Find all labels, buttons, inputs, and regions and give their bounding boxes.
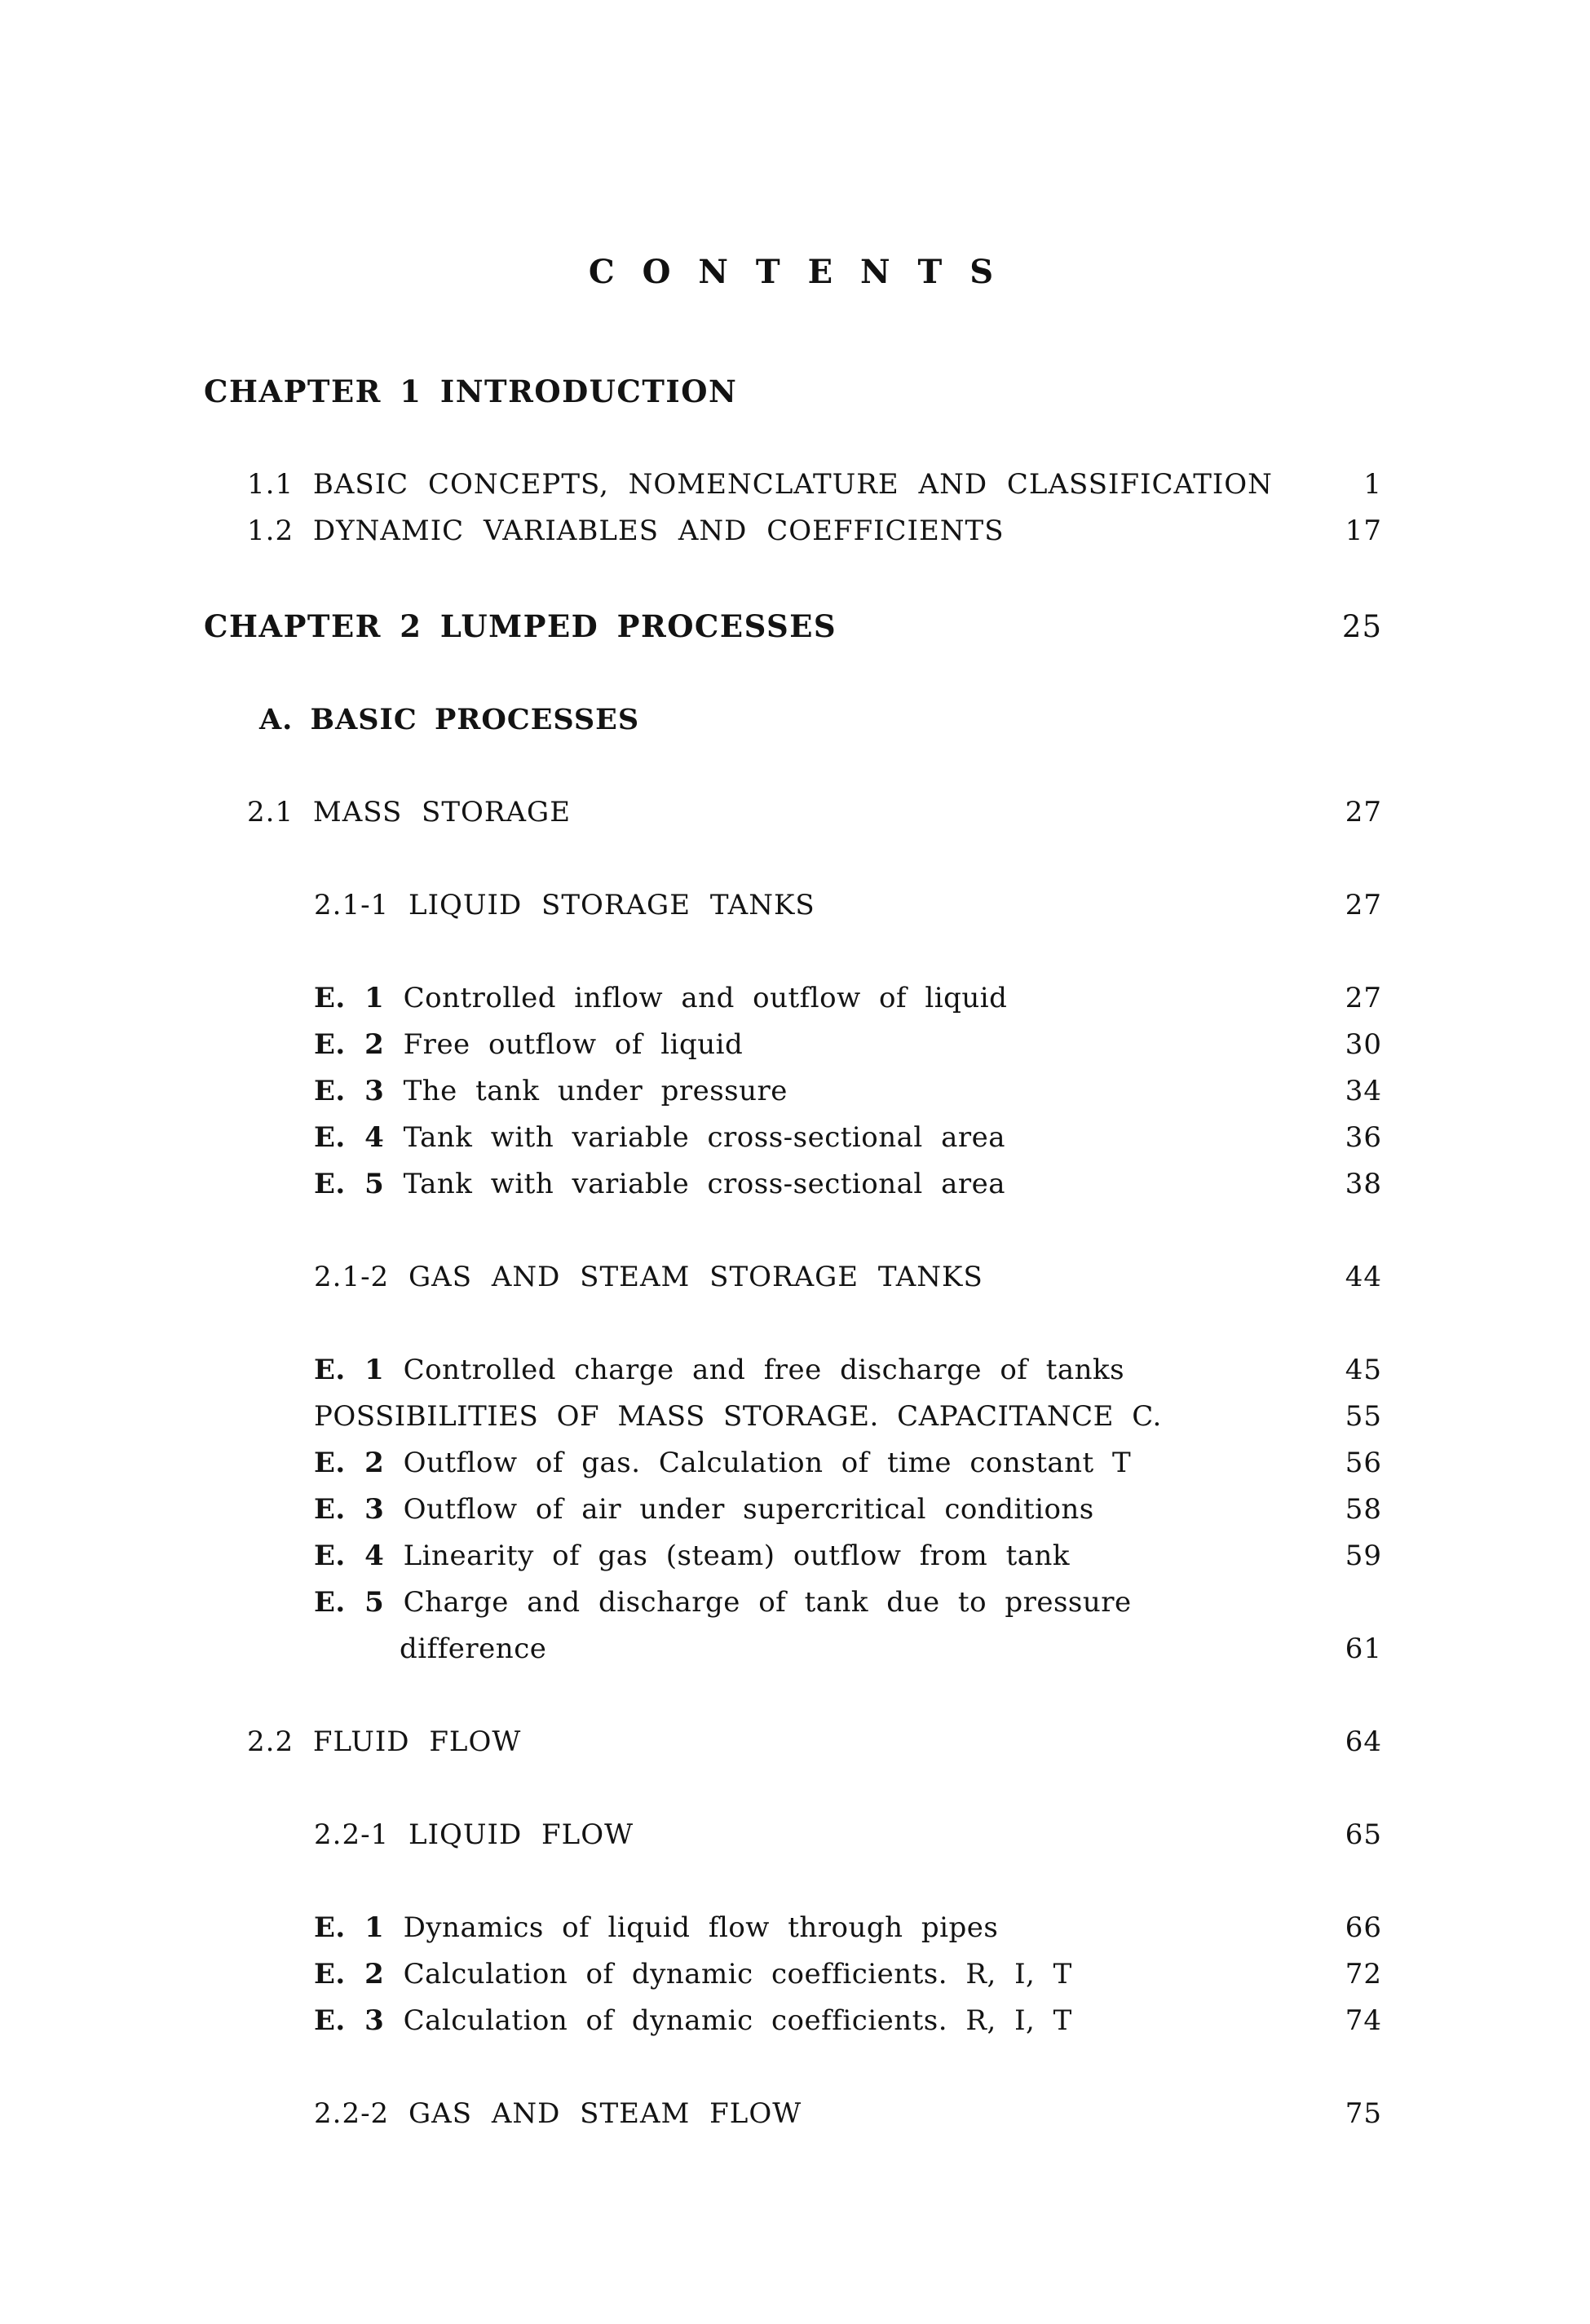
page-number: 58: [1345, 1493, 1382, 1526]
page-number: 1: [1363, 468, 1382, 501]
entry-text: 2.1-2 GAS AND STEAM STORAGE TANKS: [314, 1261, 983, 1293]
toc-row: [0, 1254, 1590, 1301]
page-number: 36: [1345, 1121, 1382, 1154]
page-number: 17: [1345, 515, 1382, 547]
toc-entry-label: [259, 696, 1305, 743]
entry-text: The tank under pressure: [403, 1075, 788, 1107]
toc-row: [0, 882, 1590, 929]
entry-text: A. BASIC PROCESSES: [259, 703, 640, 736]
page-number: 25: [1341, 609, 1382, 644]
toc-row: [0, 1905, 1590, 1951]
entry-text: difference: [400, 1633, 547, 1665]
entry-text: Tank with variable cross-sectional area: [403, 1168, 1006, 1200]
toc-entry-label: [204, 603, 1305, 650]
toc-entry-label: [314, 1440, 1305, 1487]
toc-entry-label: [400, 1626, 1305, 1672]
entry-text: Calculation of dynamic coefficients. R, I, T: [403, 1958, 1072, 1990]
toc-entry-label: [247, 1719, 1305, 1765]
entry-prefix: E. 5: [314, 1586, 404, 1619]
entry-prefix: E. 3: [314, 1493, 404, 1526]
toc-row: [0, 1719, 1590, 1765]
page-number: 45: [1345, 1354, 1382, 1386]
toc-entry-label: [314, 975, 1305, 1022]
page-number: 27: [1345, 982, 1382, 1014]
entry-prefix: E. 4: [314, 1540, 404, 1572]
toc-entry-label: [314, 1951, 1305, 1998]
toc-row: [0, 1626, 1590, 1672]
page-number: 74: [1345, 2004, 1382, 2037]
toc-row: [0, 1022, 1590, 1068]
entry-text: Calculation of dynamic coefficients. R, I, T: [403, 2004, 1072, 2037]
page-number: 64: [1345, 1725, 1382, 1758]
toc-list: [0, 369, 1590, 2137]
entry-text: Controlled inflow and outflow of liquid: [403, 982, 1008, 1014]
toc-row: [0, 369, 1590, 415]
toc-entry-label: [314, 1394, 1305, 1440]
page-number: 65: [1345, 1818, 1382, 1851]
toc-entry-label: [314, 882, 1305, 929]
page-number: 30: [1345, 1028, 1382, 1061]
toc-entry-label: [314, 2091, 1305, 2137]
entry-prefix: E. 1: [314, 982, 404, 1014]
toc-entry-label: [314, 1068, 1305, 1115]
page-number: 38: [1345, 1168, 1382, 1200]
entry-text: CHAPTER 2 LUMPED PROCESSES: [204, 608, 837, 644]
toc-row: [0, 462, 1590, 508]
page-number: 59: [1345, 1540, 1382, 1572]
page-number: 61: [1345, 1633, 1382, 1665]
toc-row: [0, 1998, 1590, 2044]
page-title: C O N T E N T S: [588, 253, 1002, 291]
page-number: 27: [1345, 796, 1382, 828]
entry-text: CHAPTER 1 INTRODUCTION: [204, 373, 738, 409]
toc-entry-label: [247, 789, 1305, 836]
toc-row: [0, 696, 1590, 743]
entry-text: 2.2-1 LIQUID FLOW: [314, 1818, 634, 1851]
toc-row: [0, 1161, 1590, 1208]
entry-text: Free outflow of liquid: [403, 1028, 744, 1061]
page-number: 72: [1345, 1958, 1382, 1990]
toc-row: [0, 1487, 1590, 1533]
toc-entry-label: [314, 1254, 1305, 1301]
toc-entry-label: [314, 1533, 1305, 1580]
entry-prefix: E. 1: [314, 1354, 404, 1386]
entry-text: 1.2 DYNAMIC VARIABLES AND COEFFICIENTS: [247, 515, 1005, 547]
toc-row: [0, 1533, 1590, 1580]
entry-text: Linearity of gas (steam) outflow from tank: [403, 1540, 1071, 1572]
toc-entry-label: [314, 1580, 1305, 1626]
page-number: 66: [1345, 1911, 1382, 1944]
toc-row: [0, 1347, 1590, 1394]
toc-entry-label: [247, 508, 1305, 554]
entry-text: Outflow of gas. Calculation of time constant T: [403, 1447, 1132, 1479]
toc-entry-label: [314, 1115, 1305, 1161]
toc-row: [0, 1951, 1590, 1998]
entry-text: 2.2 FLUID FLOW: [247, 1725, 522, 1758]
entry-prefix: E. 1: [314, 1911, 404, 1944]
page-number: 34: [1345, 1075, 1382, 1107]
toc-row: [0, 1580, 1590, 1626]
entry-text: Controlled charge and free discharge of tanks: [403, 1354, 1125, 1386]
page-number: 44: [1345, 1261, 1382, 1293]
entry-prefix: E. 4: [314, 1121, 404, 1154]
toc-row: [0, 1115, 1590, 1161]
entry-text: 2.1-1 LIQUID STORAGE TANKS: [314, 889, 815, 921]
toc-entry-label: [314, 1812, 1305, 1858]
entry-prefix: E. 3: [314, 1075, 404, 1107]
toc-entry-label: [314, 1487, 1305, 1533]
entry-text: Charge and discharge of tank due to pressure: [403, 1586, 1132, 1619]
entry-text: 2.2-2 GAS AND STEAM FLOW: [314, 2097, 802, 2130]
toc-row: [0, 1394, 1590, 1440]
toc-row: [0, 975, 1590, 1022]
toc-row: [0, 1068, 1590, 1115]
toc-row: [0, 2091, 1590, 2137]
entry-text: POSSIBILITIES OF MASS STORAGE. CAPACITANCE C.: [314, 1400, 1162, 1433]
entry-text: Dynamics of liquid flow through pipes: [403, 1911, 999, 1944]
entry-text: Outflow of air under supercritical conditions: [403, 1493, 1094, 1526]
toc-row: [0, 603, 1590, 650]
entry-text: 1.1 BASIC CONCEPTS, NOMENCLATURE AND CLASSIFICATION: [247, 468, 1273, 501]
entry-prefix: E. 3: [314, 2004, 404, 2037]
toc-row: [0, 1812, 1590, 1858]
entry-prefix: E. 2: [314, 1028, 404, 1061]
toc-row: [0, 789, 1590, 836]
page-number: 27: [1345, 889, 1382, 921]
entry-prefix: E. 2: [314, 1958, 404, 1990]
toc-entry-label: [314, 1347, 1305, 1394]
toc-row: [0, 1440, 1590, 1487]
toc-entry-label: [314, 1998, 1305, 2044]
entry-text: Tank with variable cross-sectional area: [403, 1121, 1006, 1154]
toc-entry-label: [247, 462, 1305, 508]
entry-text: 2.1 MASS STORAGE: [247, 796, 572, 828]
toc-entry-label: [314, 1905, 1305, 1951]
toc-entry-label: [314, 1022, 1305, 1068]
page-number: 55: [1345, 1400, 1382, 1433]
toc-entry-label: [314, 1161, 1305, 1208]
page-number: 75: [1345, 2097, 1382, 2130]
toc-row: [0, 508, 1590, 554]
page-number: 56: [1345, 1447, 1382, 1479]
toc-entry-label: [204, 369, 1305, 415]
entry-prefix: E. 5: [314, 1168, 404, 1200]
entry-prefix: E. 2: [314, 1447, 404, 1479]
